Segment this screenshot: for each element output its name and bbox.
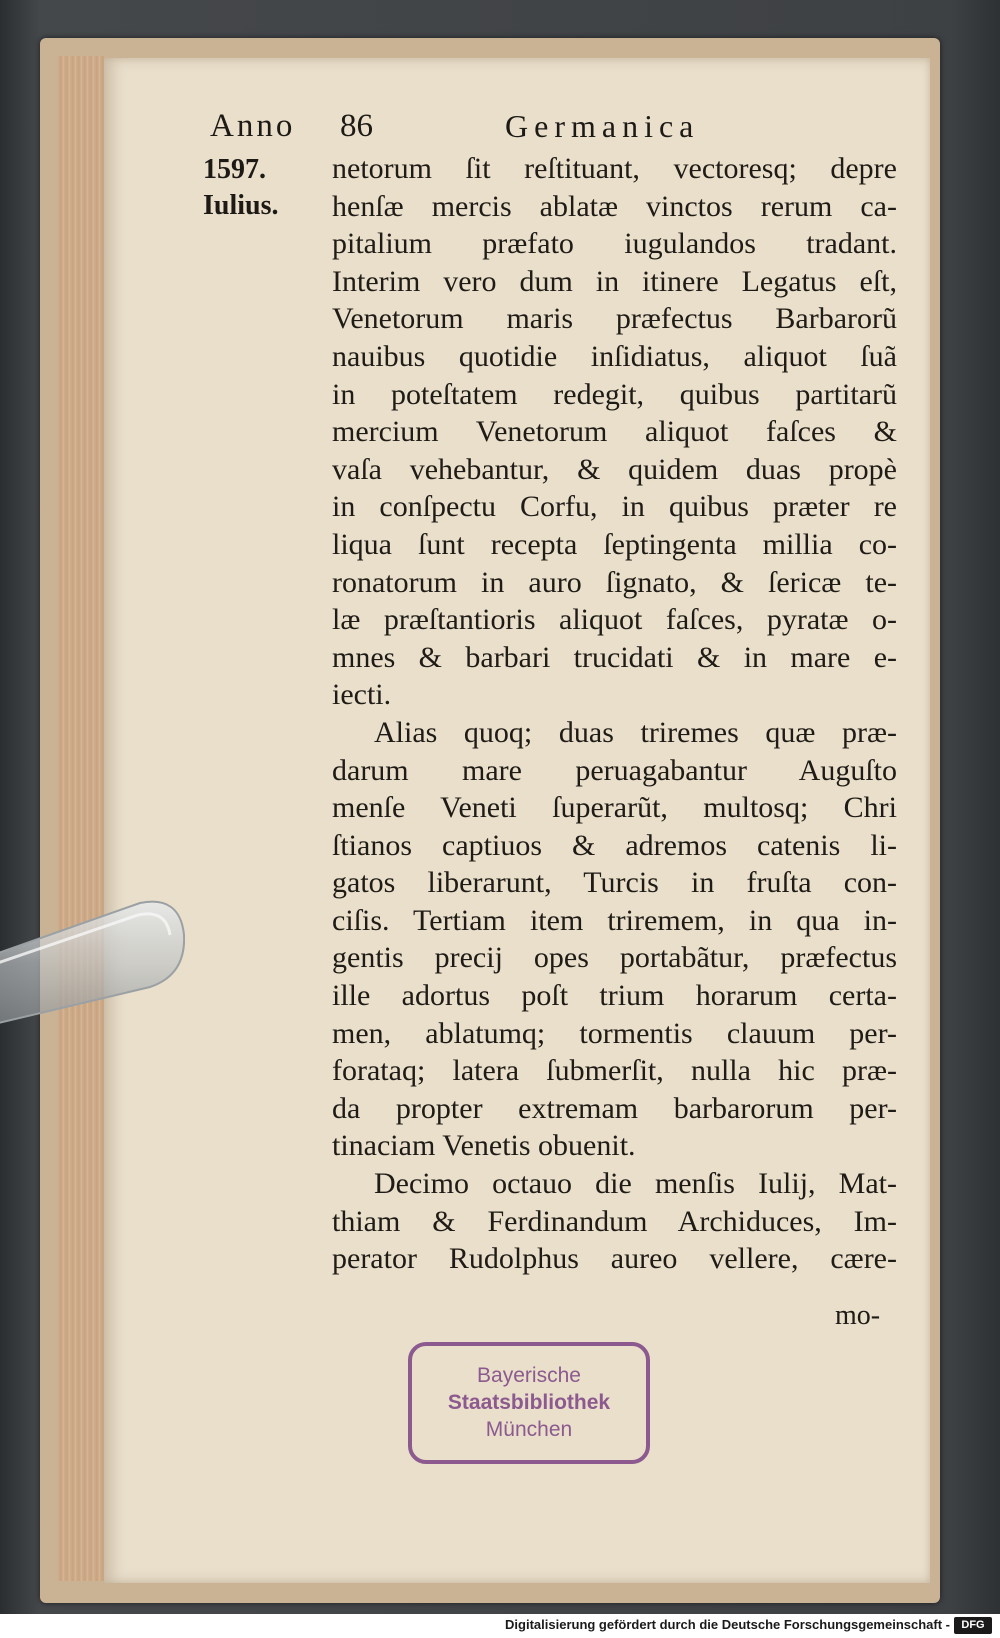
- text-line: da propter extremam barbarorum per-: [332, 1091, 897, 1125]
- catchword: mo-: [835, 1300, 881, 1331]
- header-anno: Anno: [210, 108, 296, 144]
- text-line: ronatorum in auro ſignato, & ſericæ te-: [332, 565, 897, 599]
- text-line: mercium Venetorum aliquot faſces &: [332, 415, 897, 449]
- text-line: ciſis. Tertiam item triremem, in qua in-: [332, 903, 897, 937]
- page-number: 86: [340, 108, 373, 144]
- margin-note: [203, 152, 313, 224]
- glass-weight: [0, 895, 185, 1025]
- text-line: nauibus quotidie inſidiatus, aliquot ſuã: [332, 339, 897, 373]
- text-line: gatos liberarunt, Turcis in fruſta con-: [332, 866, 897, 900]
- text-line: thiam & Ferdinandum Archiduces, Im-: [332, 1204, 897, 1238]
- text-line: forataq; latera ſubmerſit, nulla hic præ-: [332, 1054, 897, 1088]
- body-text: [332, 150, 897, 1278]
- text-line: læ præſtantioris aliquot faſces, pyratæ o-: [332, 603, 897, 637]
- text-line: Venetorum maris præfectus Barbarorũ: [332, 302, 897, 336]
- text-line: henſæ mercis ablatæ vinctos rerum ca-: [332, 189, 897, 223]
- text-line: gentis precij opes portabãtur, præfectus: [332, 941, 897, 975]
- page-edges: [58, 56, 106, 1581]
- text-line-paragraph-start: Alias quoq; duas triremes quæ præ-: [374, 715, 897, 749]
- running-title: Germanica: [505, 108, 700, 144]
- stamp-line-2: Staatsbibliothek: [447, 1391, 611, 1414]
- text-line: ille adortus poſt trium horarum certa-: [332, 979, 897, 1013]
- text-line: in conſpectu Corfu, in quibus præter re: [332, 490, 897, 524]
- text-line: netorum ſit reſtituant, vectoresq; depre: [332, 152, 897, 185]
- stamp-line-1: Bayerische: [477, 1364, 581, 1387]
- text-line: men, ablatumq; tormentis clauum per-: [332, 1016, 897, 1050]
- text-line: mnes & barbari trucidati & in mare e-: [332, 640, 897, 674]
- text-line: liqua ſunt recepta ſeptingenta millia co-: [332, 527, 897, 561]
- dfg-logo: DFG: [954, 1617, 992, 1634]
- text-line: menſe Veneti ſuperarũt, multosq; Chri: [332, 791, 897, 825]
- text-line: in poteſtatem redegit, quibus partitarũ: [332, 377, 897, 411]
- margin-year: 1597.: [203, 154, 266, 185]
- text-line-paragraph-start: Decimo octauo die menſis Iulij, Mat-: [374, 1167, 897, 1201]
- library-stamp: [408, 1342, 650, 1464]
- text-line: darum mare peruagabantur Auguſto: [332, 753, 897, 787]
- footer-bar: [0, 1614, 1000, 1638]
- text-line: ſtianos captiuos & adremos catenis li-: [332, 828, 897, 862]
- footer-credit: Digitalisierung gefördert durch die Deutsche Forschungsgemeinschaft -: [505, 1617, 950, 1632]
- text-line: vaſa vehebantur, & quidem duas propè: [332, 452, 897, 486]
- stamp-line-3: München: [485, 1418, 573, 1441]
- text-line: tinaciam Venetis obuenit.: [332, 1129, 636, 1163]
- text-line: Interim vero dum in itinere Legatus eſt,: [332, 264, 897, 298]
- margin-month: Iulius.: [203, 190, 279, 221]
- text-line: pitalium præfato iugulandos tradant.: [332, 227, 897, 261]
- text-line: iecti.: [332, 678, 392, 712]
- text-line: perator Rudolphus aureo vellere, cære-: [332, 1242, 897, 1276]
